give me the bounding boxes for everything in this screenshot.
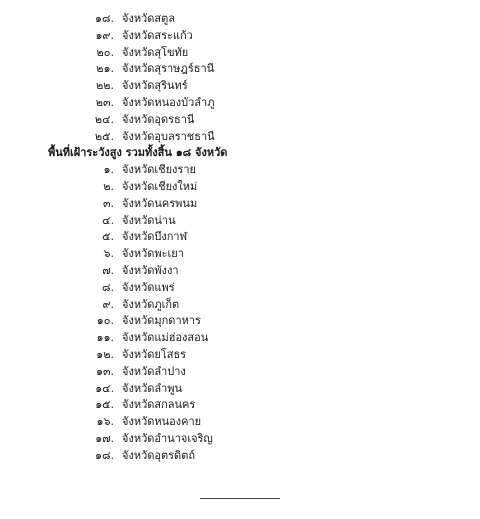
province-name: จังหวัดสระแก้ว — [122, 28, 193, 42]
list-item — [0, 162, 480, 179]
section-heading: พื้นที่เฝ้าระวังสูง รวมทั้งสิ้น ๑๘ จังหวัด — [48, 146, 228, 160]
list-item — [0, 45, 480, 62]
item-number: ๑. — [103, 163, 114, 177]
item-number: ๒๔. — [94, 112, 114, 126]
item-number: ๑๘. — [95, 12, 114, 25]
list-item — [0, 347, 480, 364]
item-number: ๖. — [103, 247, 114, 261]
item-number: ๑๘. — [95, 448, 114, 462]
list-item — [0, 28, 480, 45]
province-name: จังหวัดสุโขทัย — [122, 45, 189, 59]
item-number: ๙. — [102, 297, 114, 311]
list-item — [0, 448, 480, 465]
list-item — [0, 431, 480, 448]
list-item — [0, 297, 480, 314]
province-name: จังหวัดบึงกาฬ — [122, 230, 188, 244]
list-item — [0, 179, 480, 196]
list-item — [0, 11, 480, 28]
item-number: ๕. — [102, 230, 114, 244]
item-number: ๑๒. — [96, 347, 114, 361]
province-name: จังหวัดสกลนคร — [122, 398, 196, 412]
list-item — [0, 129, 480, 146]
item-number: ๒๓. — [95, 95, 114, 109]
item-number: ๒. — [103, 179, 114, 193]
province-name: จังหวัดลำปาง — [122, 364, 186, 378]
province-name: จังหวัดภูเก็ต — [122, 297, 180, 311]
list-item — [0, 95, 480, 112]
list-item — [0, 280, 480, 297]
item-number: ๑๑. — [96, 331, 114, 345]
end-divider — [200, 498, 280, 499]
list-item — [0, 61, 480, 78]
province-name: จังหวัดพะเยา — [122, 247, 184, 261]
item-number: ๗. — [102, 263, 114, 277]
item-number: ๑๖. — [96, 415, 114, 429]
province-name: จังหวัดอุดรธานี — [122, 112, 195, 126]
list-item — [0, 196, 480, 213]
list-item — [0, 246, 480, 263]
list-item — [0, 112, 480, 129]
province-name: จังหวัดหนองคาย — [122, 415, 202, 429]
province-name: จังหวัดสุราษฎร์ธานี — [122, 62, 215, 76]
item-number: ๘. — [102, 280, 114, 294]
item-number: ๑๐. — [96, 314, 114, 328]
list-item — [0, 330, 480, 347]
list-item — [0, 263, 480, 280]
item-number: ๓. — [102, 196, 114, 210]
item-number: ๑๗. — [95, 431, 114, 445]
list-item — [0, 381, 480, 398]
item-number: ๑๙. — [95, 28, 114, 42]
item-number: ๒๕. — [94, 129, 114, 143]
province-list — [0, 11, 480, 465]
list-item — [0, 364, 480, 381]
province-name: จังหวัดน่าน — [122, 213, 176, 227]
item-number: ๒๑. — [96, 62, 114, 76]
province-name: จังหวัดเชียงใหม่ — [122, 179, 198, 193]
list-item — [0, 414, 480, 431]
province-name: จังหวัดลำพูน — [122, 381, 183, 395]
province-name: จังหวัดพังงา — [122, 263, 179, 277]
list-item — [0, 213, 480, 230]
province-name: จังหวัดอุบลราชธานี — [122, 129, 215, 143]
province-name: จังหวัดยโสธร — [122, 347, 187, 361]
list-item — [0, 397, 480, 414]
item-number: ๑๓. — [96, 364, 114, 378]
province-name: จังหวัดสตูล — [122, 12, 175, 25]
province-name: จังหวัดหนองบัวลำภู — [122, 95, 215, 109]
list-item — [0, 78, 480, 95]
province-name: จังหวัดอุตรดิตถ์ — [122, 448, 195, 462]
item-number: ๒๐. — [96, 45, 114, 59]
province-name: จังหวัดสุรินทร์ — [122, 79, 188, 93]
list-item — [0, 229, 480, 246]
province-name: จังหวัดแม่ฮ่องสอน — [122, 331, 209, 345]
province-name: จังหวัดเชียงราย — [122, 163, 196, 177]
province-name: จังหวัดนครพนม — [122, 196, 198, 210]
list-item — [0, 313, 480, 330]
item-number: ๑๕. — [95, 398, 114, 412]
item-number: ๑๔. — [95, 381, 114, 395]
item-number: ๔. — [102, 213, 114, 227]
province-name: จังหวัดมุกดาหาร — [122, 314, 201, 328]
item-number: ๒๒. — [96, 79, 114, 93]
province-name: จังหวัดแพร่ — [122, 280, 175, 294]
province-name: จังหวัดอำนาจเจริญ — [122, 431, 213, 445]
